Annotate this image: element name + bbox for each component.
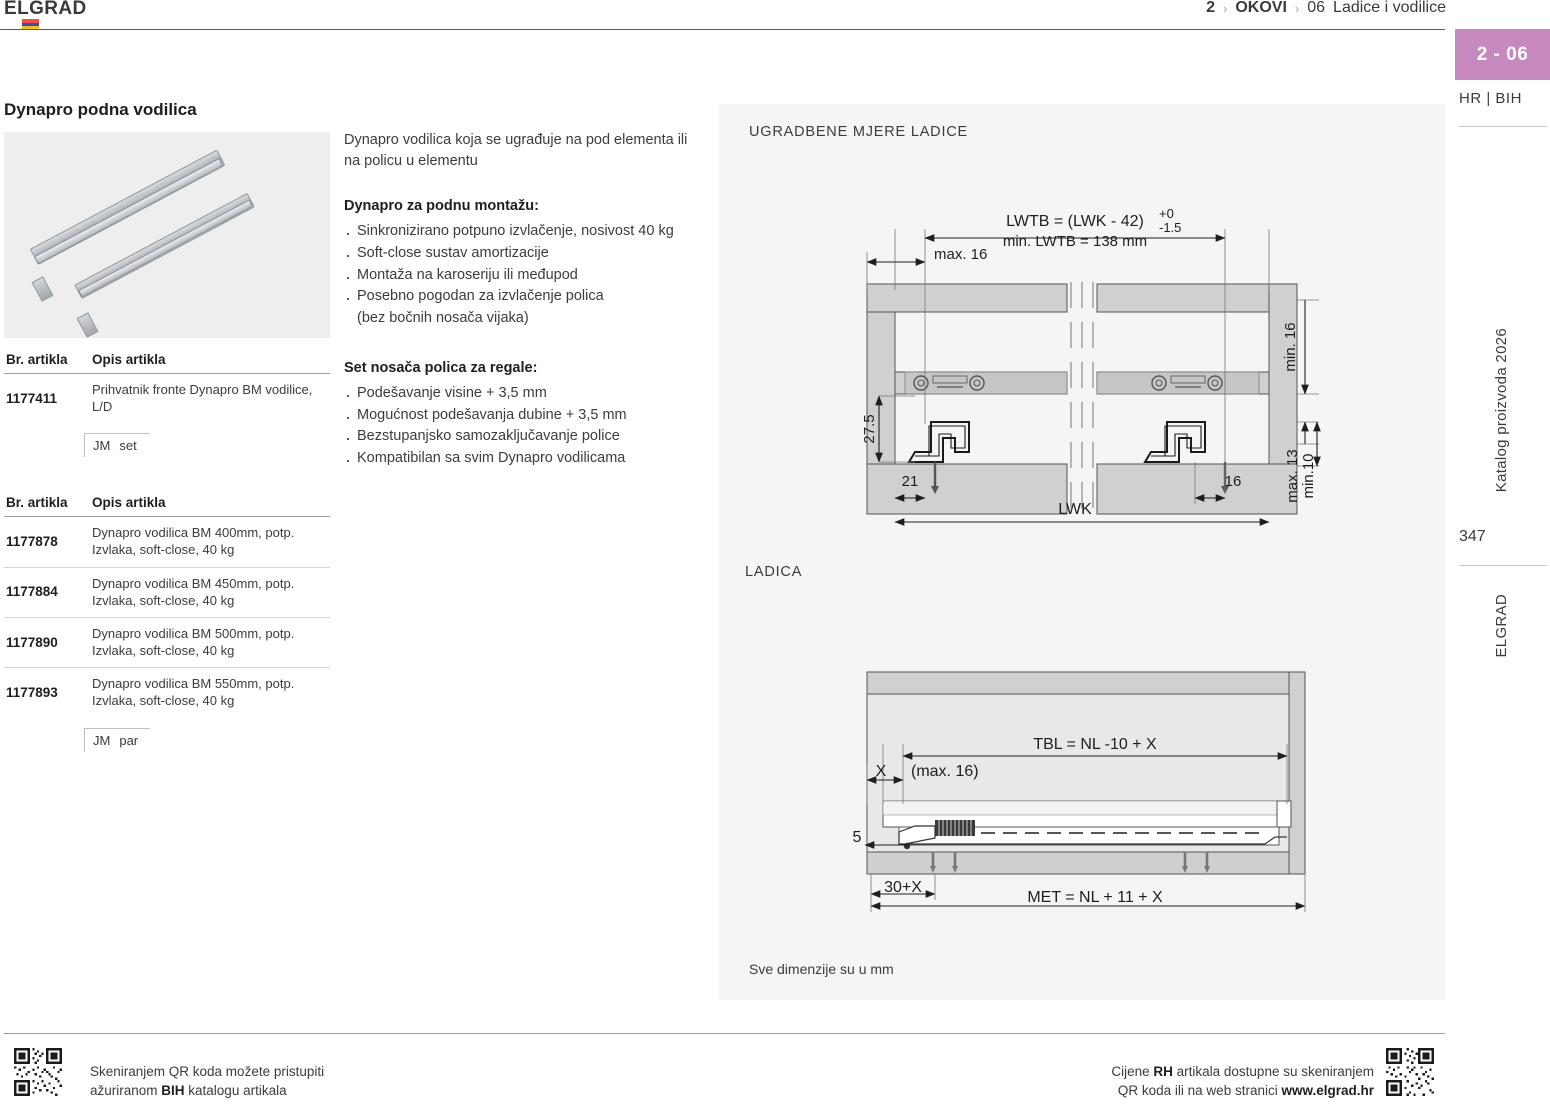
list-item: · Soft-close sustav amortizacije	[344, 243, 694, 265]
article-table-1	[4, 352, 330, 423]
article-code: 1177890	[4, 617, 84, 667]
footer-right-suffix: artikala dostupne su skeniranjem	[1172, 1064, 1374, 1079]
table-row[interactable]	[4, 617, 330, 667]
col-header-desc: Opis artikla	[84, 352, 330, 374]
left-column	[4, 100, 334, 758]
list-item: · Sinkronizirano potpuno izvlačenje, nosivost 40 kg	[344, 221, 694, 243]
language-indicator: HR | BIH	[1459, 90, 1522, 107]
list-item: · Mogućnost podešavanja dubine + 3,5 mm	[344, 405, 694, 427]
table-row[interactable]	[4, 567, 330, 617]
unit-of-measure-box-1	[84, 433, 150, 457]
feature-heading-2: Set nosača polica za regale:	[344, 359, 538, 376]
breadcrumb-subsection-number[interactable]: 06	[1307, 0, 1326, 16]
technical-drawing-panel	[719, 104, 1445, 1000]
footer-divider	[4, 1033, 1445, 1034]
dim-27-5: 27.5	[861, 414, 878, 444]
dim-lwk: LWK	[1058, 501, 1092, 518]
dim-min16: min. 16	[1282, 322, 1299, 372]
unit-label: JM	[93, 732, 111, 748]
dim-max16-bottom: (max. 16)	[911, 763, 979, 780]
breadcrumb-section[interactable]: OKOVI	[1235, 0, 1287, 16]
footer-text-right	[1111, 1062, 1374, 1100]
dim-max13: max. 13	[1284, 449, 1301, 503]
page-title: Dynapro podna vodilica	[4, 100, 197, 119]
table-header-row	[4, 352, 330, 374]
breadcrumb-chapter[interactable]: 2	[1206, 0, 1215, 16]
rail-divider-1	[1459, 126, 1547, 127]
description-column	[344, 130, 694, 500]
article-desc: Dynapro vodilica BM 450mm, potp. Izvlaka, soft-close, 40 kg	[84, 567, 330, 617]
rail-brand-vertical	[1493, 594, 1510, 663]
header-divider	[0, 29, 1445, 30]
catalog-title-text: Katalog proizvoda 2026	[1493, 328, 1510, 493]
qr-code-icon[interactable]	[14, 1048, 62, 1096]
unit-of-measure-box-2	[84, 728, 150, 752]
table-row[interactable]	[4, 517, 330, 567]
dim-16: 16	[1224, 473, 1242, 490]
feature-heading-1: Dynapro za podnu montažu:	[344, 198, 539, 215]
unit-value: par	[119, 732, 139, 748]
dim-21: 21	[901, 473, 919, 490]
feature-list-2	[344, 383, 694, 470]
page-header	[0, 0, 1550, 30]
article-desc: Dynapro vodilica BM 500mm, potp. Izvlaka, soft-close, 40 kg	[84, 617, 330, 667]
rail-brand-text: ELGRAD	[1493, 594, 1510, 658]
page-number: 347	[1459, 528, 1486, 545]
col-header-code: Br. artikla	[4, 352, 84, 374]
list-item: · Kompatibilan sa svim Dynapro vodilicama	[344, 448, 694, 470]
dim-lwtb-tol-lower: -1.5	[1159, 220, 1182, 235]
footer-left-suffix: katalogu artikala	[184, 1083, 287, 1099]
footer-right-prefix-2: QR koda ili na web stranici	[1117, 1083, 1282, 1099]
col-header-desc-2: Opis artikla	[84, 495, 330, 517]
list-item: · Posebno pogodan za izvlačenje polica	[344, 286, 694, 308]
product-photo	[4, 132, 330, 338]
dim-lwtb-tol-upper: +0	[1159, 206, 1174, 221]
article-code: 1177411	[6, 390, 58, 406]
footer-right-rh: RH	[1153, 1064, 1173, 1079]
dim-max16-top: max. 16	[934, 246, 988, 263]
tech-heading-drawer: LADICA	[745, 564, 803, 580]
dim-x: X	[875, 763, 887, 780]
breadcrumb	[1206, 0, 1446, 17]
qr-code-icon[interactable]	[1386, 1048, 1434, 1096]
rail-divider-2	[1459, 565, 1547, 566]
dim-tbl: TBL = NL -10 + X	[1033, 736, 1157, 753]
article-code: 1177893	[6, 684, 58, 700]
dim-lwtb-main: LWTB = (LWK - 42)	[1006, 213, 1144, 230]
top-cross-section	[867, 229, 1319, 522]
product-intro: Dynapro vodilica koja se ugrađuje na pod elementa ili na policu u elementu	[344, 132, 688, 170]
tech-heading-installation: UGRADBENE MJERE LADICE	[749, 124, 969, 140]
slide-end-cap-upper	[32, 276, 54, 302]
list-item: (bez bočnih nosača vijaka)	[357, 310, 529, 327]
dim-lwtb-min: min. LWTB = 138 mm	[1002, 233, 1148, 250]
footer-left-line-1: Skeniranjem QR koda možete pristupiti	[90, 1064, 325, 1079]
article-code: 1177884	[4, 567, 84, 617]
footer-left-prefix: ažuriranom	[90, 1083, 162, 1099]
breadcrumb-subsection-label[interactable]: Ladice i vodilice	[1333, 0, 1446, 16]
article-desc: Dynapro vodilica BM 550mm, potp. Izvlaka, soft-close, 40 kg	[92, 676, 295, 709]
dim-30x: 30+X	[884, 879, 922, 896]
footer-right-prefix: Cijene	[1111, 1064, 1154, 1079]
list-item: · Bezstupanjsko samozaključavanje police	[344, 426, 694, 448]
list-item: · Podešavanje visine + 3,5 mm	[344, 383, 694, 405]
table-row[interactable]	[4, 374, 330, 424]
article-desc: Dynapro vodilica BM 400mm, potp. Izvlaka, soft-close, 40 kg	[84, 517, 330, 567]
catalog-title-vertical	[1493, 328, 1510, 497]
brand-logo: ELGRAD	[4, 0, 87, 19]
article-code: 1177878	[4, 517, 84, 567]
technical-drawings-svg	[719, 104, 1445, 1000]
table-row[interactable]	[4, 668, 330, 718]
footer-website-link[interactable]: www.elgrad.hr	[1281, 1083, 1374, 1099]
slide-rail-upper-highlight	[34, 158, 224, 265]
footer-right-line-1	[1111, 1062, 1374, 1081]
dim-met: MET = NL + 11 + X	[1027, 889, 1163, 906]
slide-end-cap-lower	[77, 312, 99, 338]
list-item: · Montaža na karoseriju ili međupod	[344, 265, 694, 287]
article-table-2	[4, 495, 330, 717]
unit-value: set	[119, 438, 137, 454]
chevron-right-icon: ›	[1223, 0, 1228, 16]
chevron-right-icon-2: ›	[1294, 0, 1300, 16]
dim-min10: min.10	[1300, 453, 1317, 499]
right-rail	[1445, 0, 1550, 1108]
bottom-side-view	[865, 672, 1305, 912]
unit-label: JM	[93, 438, 111, 454]
footer-text-left	[90, 1062, 324, 1100]
feature-list-1	[344, 221, 694, 330]
dim-5: 5	[852, 829, 862, 846]
article-desc: Prihvatnik fronte Dynapro BM vodilice, L/D	[92, 382, 313, 415]
tech-footnote: Sve dimenzije su u mm	[749, 961, 894, 977]
col-header-code-2: Br. artikla	[4, 495, 84, 517]
footer-left-bih: BIH	[161, 1083, 185, 1099]
section-tab-badge[interactable]: 2 - 06	[1455, 29, 1550, 80]
footer-right-line-2	[1111, 1081, 1374, 1100]
footer-left-line-2	[90, 1081, 324, 1100]
table-header-row-2	[4, 495, 330, 517]
